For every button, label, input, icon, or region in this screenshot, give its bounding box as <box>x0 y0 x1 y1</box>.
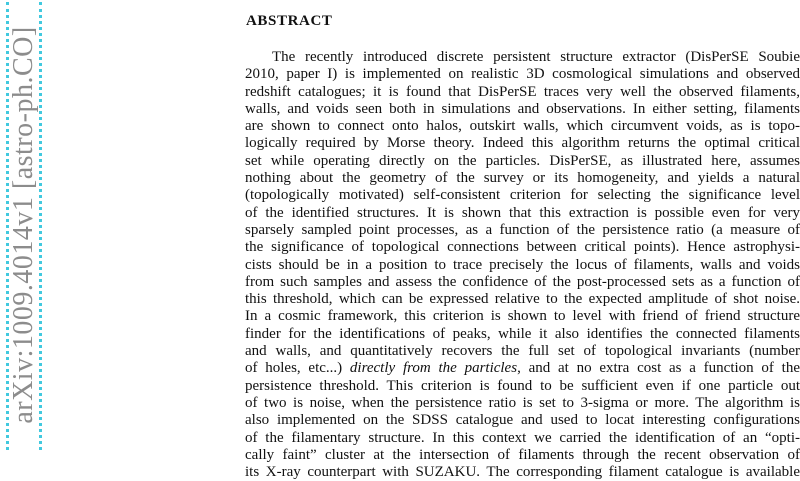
abstract-line: and walls, and quantitatively recovers the full set of topological invariants (number <box>245 343 800 360</box>
abstract-line: of the filamentary structure. In this context we carried the identification of an “opti- <box>245 429 800 446</box>
abstract-line: walls, and voids seen both in simulations and observations. In either setting, filaments <box>245 100 800 117</box>
abstract-line: cists should be in a position to trace precisely the locus of filaments, walls and voids <box>245 256 800 273</box>
abstract-line: persistence threshold. This criterion is found to be sufficient even if one particle out <box>245 377 800 394</box>
abstract-emphasis: directly from the particles <box>349 360 518 377</box>
abstract-line: its X-ray counterpart with SUZAKU. The corresponding filament catalogue is available <box>245 464 800 481</box>
abstract-line: the significance of topological connections between critical points). Hence astrophysi- <box>245 239 800 256</box>
abstract-line: (topologically motivated) self-consistent criterion for selecting the significance level <box>245 187 800 204</box>
abstract-line: set while operating directly on the particles. DisPerSE, as illustrated here, assumes <box>245 152 800 169</box>
abstract-text-fragment: of holes, etc...) <box>245 360 343 377</box>
abstract-line: redshift catalogues; it is found that DisPerSE traces very well the observed filaments, <box>245 83 800 100</box>
abstract-heading: ABSTRACT <box>246 13 333 29</box>
abstract-line: are shown to connect onto halos, outskirt walls, which circumvent voids, as is topo- <box>245 118 800 135</box>
abstract-line: cally faint” cluster at the intersection of filaments through the recent observation of <box>245 446 800 463</box>
arxiv-identifier: arXiv:1009.4014v1 [astro-ph.CO] <box>8 26 39 424</box>
abstract-line: 2010, paper I) is implemented on realistic 3D cosmological simulations and observed <box>245 66 800 83</box>
abstract-line-mixed <box>245 360 800 377</box>
abstract-line: The recently introduced discrete persistent structure extractor (DisPerSE Soubie <box>272 49 800 65</box>
abstract-line: of two is noise, when the persistence ratio is set to 3-sigma or more. The algorithm is <box>245 394 800 411</box>
abstract-line: nothing about the geometry of the survey or its homogeneity, and yields a natural <box>245 170 800 187</box>
abstract-body <box>245 49 800 481</box>
abstract-line: sparsely sampled point processes, as a function of the persistence ratio (a measure of <box>245 221 800 238</box>
abstract-line: finder for the identifications of peaks, while it also identifies the connected filaments <box>245 325 800 342</box>
abstract-text-fragment: , and at no extra cost as a function of the <box>517 360 800 377</box>
abstract-line: also implemented on the SDSS catalogue and used to locat interesting configurations <box>245 412 800 429</box>
abstract-line: this threshold, which can be expressed relative to the expected amplitude of shot noise. <box>245 291 800 308</box>
abstract-line: of the identified structures. It is shown that this extraction is possible even for very <box>245 204 800 221</box>
arxiv-stamp <box>0 0 48 450</box>
abstract-line: from such samples and assess the confidence of the post-processed sets as a function of <box>245 273 800 290</box>
abstract-line: In a cosmic framework, this criterion is shown to level with friend of friend structure <box>245 308 800 325</box>
abstract-line: logically required by Morse theory. Indeed this algorithm returns the optimal critical <box>245 135 800 152</box>
